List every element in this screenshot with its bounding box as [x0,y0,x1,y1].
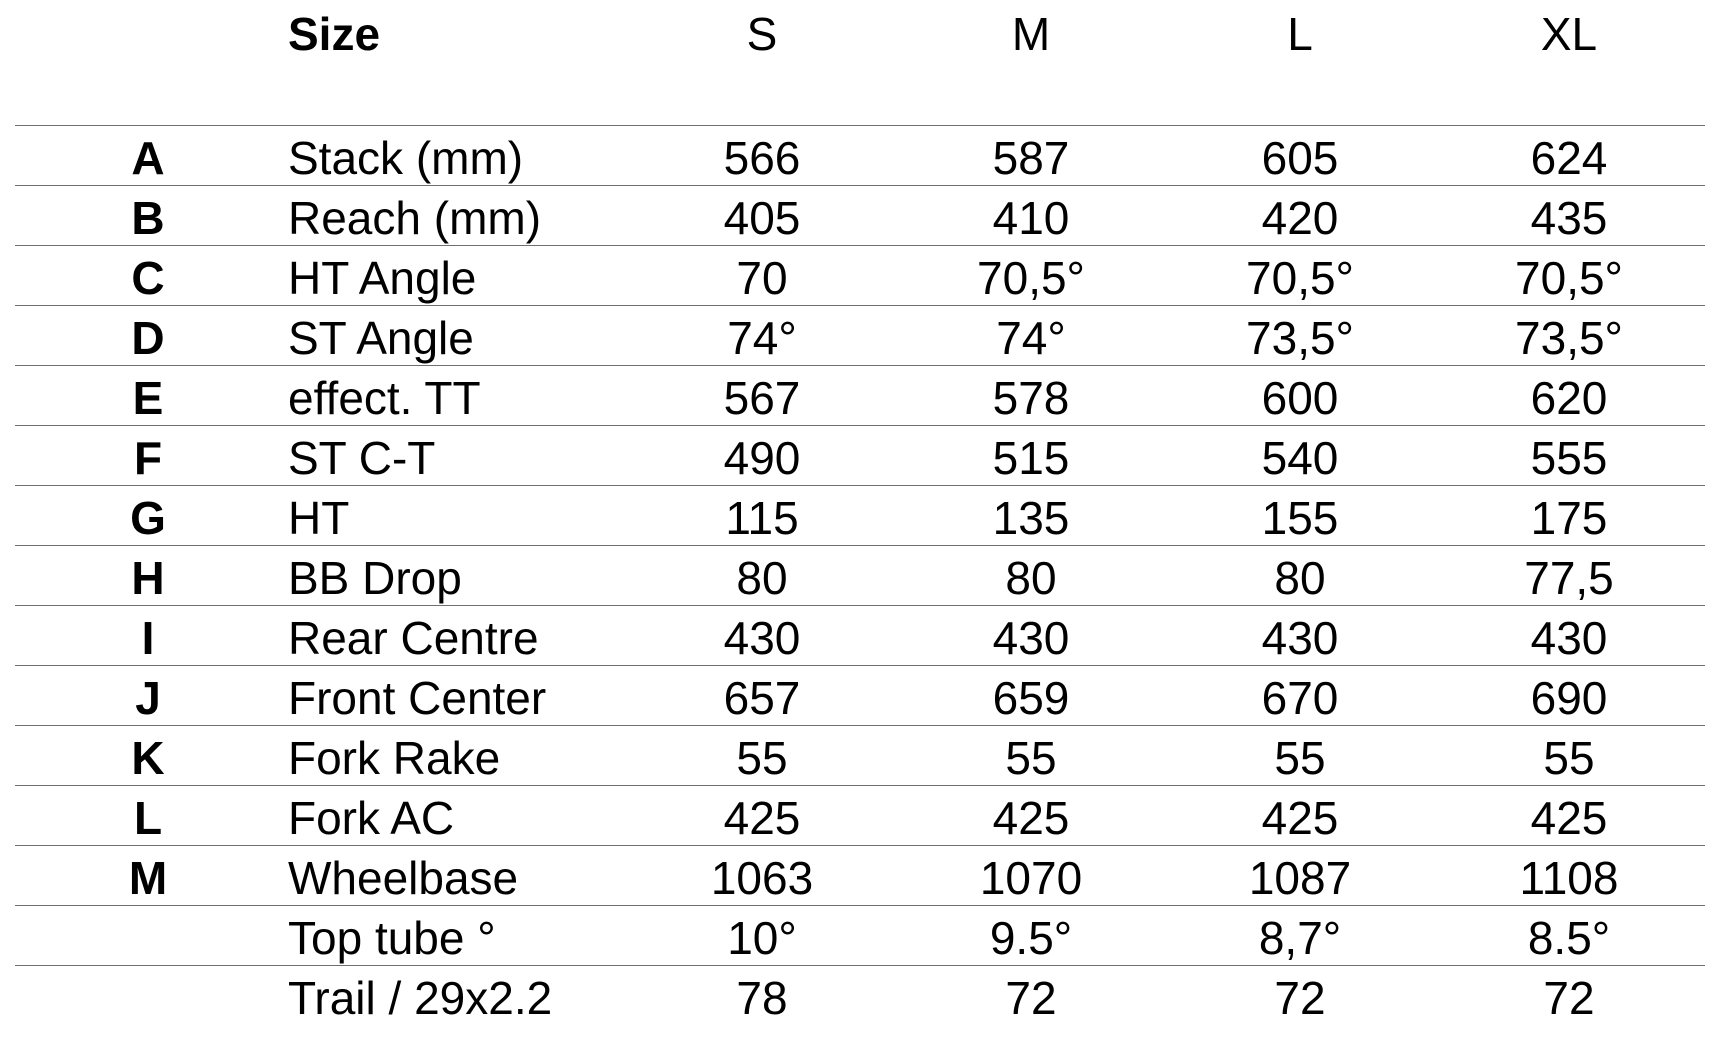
row-value-xl: 8.5° [1527,912,1611,964]
row-value-l: 420 [1261,192,1339,244]
table-row [15,605,1705,665]
row-value-s: 78 [736,972,788,1024]
row-value-m: 9.5° [989,912,1073,964]
size-header-l: L [1287,8,1313,60]
row-value-xl: 690 [1530,672,1608,724]
table-row [15,725,1705,785]
row-measurement-name: Reach (mm) [288,192,542,244]
row-measurement-name: HT [288,492,350,544]
row-measurement-name: ST C-T [288,432,436,484]
row-value-s: 430 [723,612,801,664]
row-value-m: 425 [992,792,1070,844]
row-value-m: 659 [992,672,1070,724]
row-value-l: 55 [1274,732,1326,784]
row-value-xl: 620 [1530,372,1608,424]
row-value-s: 657 [723,672,801,724]
row-value-m: 80 [1005,552,1057,604]
row-letter: A [131,132,165,184]
row-letter: F [133,432,163,484]
row-value-s: 490 [723,432,801,484]
row-letter: H [131,552,165,604]
table-row [15,845,1705,905]
row-letter [88,908,208,968]
size-header-m: M [1011,8,1051,60]
table-row [15,125,1705,185]
row-letter: C [131,252,165,304]
row-value-m: 55 [1005,732,1057,784]
row-value-s: 1063 [710,852,814,904]
row-value-s: 74° [727,312,797,364]
table-row [15,965,1705,1025]
row-value-l: 605 [1261,132,1339,184]
row-value-m: 1070 [979,852,1083,904]
row-value-m: 74° [996,312,1066,364]
row-value-m: 515 [992,432,1070,484]
row-measurement-name: BB Drop [288,552,462,604]
row-letter: L [133,792,163,844]
size-header-xl: XL [1540,8,1598,60]
row-letter: E [132,372,164,424]
row-value-l: 600 [1261,372,1339,424]
row-measurement-name: ST Angle [288,312,474,364]
row-letter: I [141,612,155,664]
row-measurement-name: Rear Centre [288,612,539,664]
row-value-xl: 435 [1530,192,1608,244]
row-value-xl: 70,5° [1515,252,1623,304]
row-value-m: 430 [992,612,1070,664]
row-value-xl: 55 [1543,732,1595,784]
row-value-xl: 77,5 [1524,552,1614,604]
row-measurement-name: Front Center [288,672,547,724]
table-row [15,785,1705,845]
table-header-row [0,0,1715,125]
row-letter [88,968,208,1028]
table-row [15,665,1705,725]
row-value-m: 587 [992,132,1070,184]
row-value-l: 8,7° [1258,912,1342,964]
row-value-s: 115 [725,492,799,544]
row-value-s: 566 [723,132,801,184]
row-value-xl: 73,5° [1515,312,1623,364]
table-row [15,425,1705,485]
row-value-l: 430 [1261,612,1339,664]
row-measurement-name: effect. TT [288,372,481,424]
row-value-xl: 624 [1530,132,1608,184]
row-letter: G [130,492,166,544]
row-value-s: 10° [727,912,797,964]
size-header-s: S [746,8,778,60]
row-value-s: 55 [736,732,788,784]
row-measurement-name: Fork Rake [288,732,501,784]
size-header-label: Size [288,8,381,60]
row-value-l: 70,5° [1246,252,1354,304]
row-letter: D [131,312,165,364]
row-measurement-name: Top tube ° [288,912,496,964]
row-letter: B [131,192,165,244]
row-measurement-name: Trail / 29x2.2 [288,972,553,1024]
row-value-m: 578 [992,372,1070,424]
table-row [15,485,1705,545]
row-value-xl: 425 [1530,792,1608,844]
row-value-xl: 175 [1530,492,1608,544]
row-value-xl: 72 [1543,972,1595,1024]
row-value-l: 72 [1274,972,1326,1024]
row-letter: K [131,732,165,784]
row-value-l: 540 [1261,432,1339,484]
table-row [15,365,1705,425]
row-measurement-name: Wheelbase [288,852,519,904]
row-value-l: 155 [1261,492,1339,544]
table-row [15,305,1705,365]
table-row [15,245,1705,305]
row-measurement-name: Fork AC [288,792,455,844]
row-value-m: 70,5° [977,252,1085,304]
row-value-l: 1087 [1248,852,1352,904]
table-row [15,545,1705,605]
row-value-l: 73,5° [1246,312,1354,364]
row-value-m: 72 [1005,972,1057,1024]
row-value-s: 425 [723,792,801,844]
row-value-m: 135 [992,492,1070,544]
table-body [15,125,1705,1025]
row-value-s: 567 [723,372,801,424]
row-value-s: 70 [736,252,788,304]
row-measurement-name: Stack (mm) [288,132,524,184]
table-row [15,905,1705,965]
table-row [15,185,1705,245]
row-value-l: 425 [1261,792,1339,844]
row-value-s: 80 [736,552,788,604]
row-value-xl: 1108 [1519,852,1619,904]
row-letter: J [135,672,161,724]
row-value-m: 410 [992,192,1070,244]
row-value-l: 80 [1274,552,1326,604]
row-letter: M [128,852,168,904]
row-value-l: 670 [1261,672,1339,724]
row-value-s: 405 [723,192,801,244]
row-measurement-name: HT Angle [288,252,477,304]
row-value-xl: 430 [1530,612,1608,664]
row-value-xl: 555 [1530,432,1608,484]
